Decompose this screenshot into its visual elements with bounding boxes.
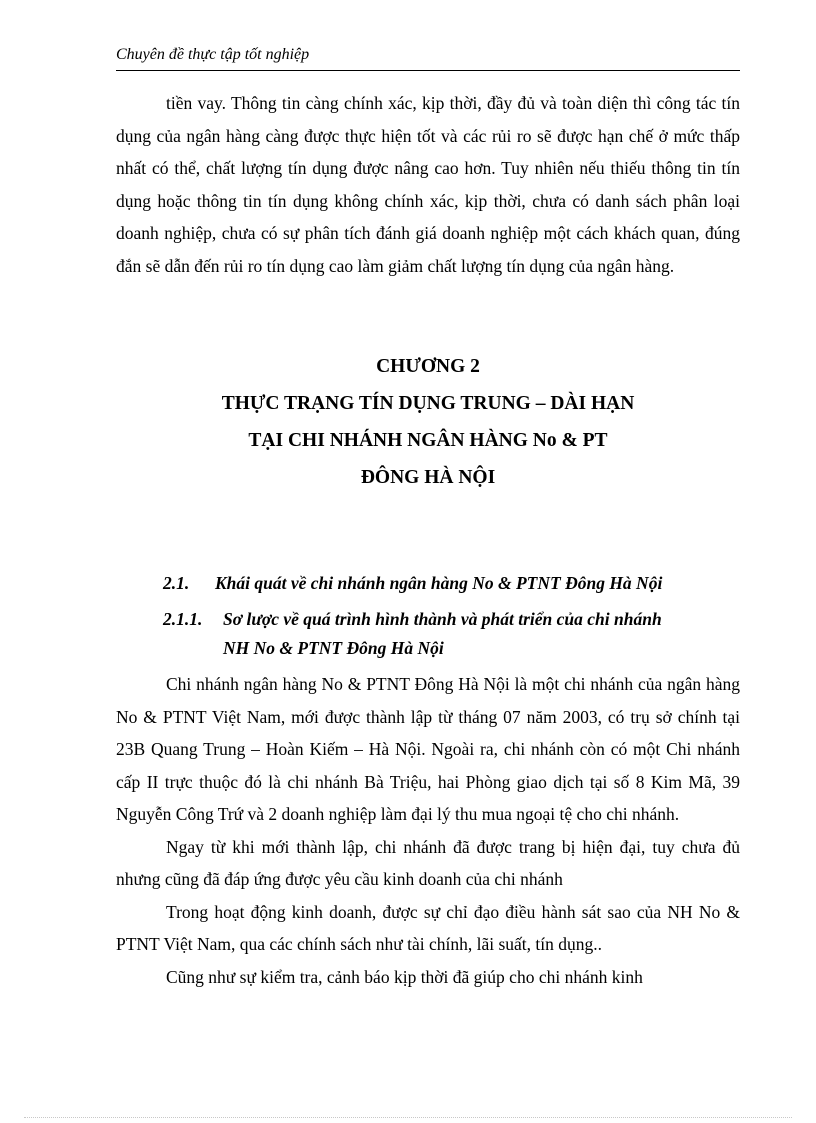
body-paragraphs (116, 668, 740, 993)
intro-block (116, 87, 740, 282)
section-heading-2-1-1 (163, 605, 740, 663)
paragraph-supervision: Cũng như sự kiểm tra, cảnh báo kịp thời đã giúp cho chi nhánh kinh (166, 966, 643, 987)
chapter-number: CHƯƠNG 2 (376, 356, 480, 377)
chapter-title-line-1: THỰC TRẠNG TÍN DỤNG TRUNG – DÀI HẠN (221, 393, 635, 414)
paragraph-history: Chi nhánh ngân hàng No & PTNT Đông Hà Nội là một chi nhánh của ngân hàng No & PTNT Việt Nam, mới được thành lập từ tháng 07 năm 2003, có trụ sở chính tại 23B Quang Trung – Hoàn Kiếm – Hà Nội. Ngoài ra, chi nhánh còn có một Chi nhánh cấp II trực thuộc đó là chi nhánh Bà Triệu, hai Phòng giao dịch tại số 8 Kim Mã, 39 Nguyễn Công Trứ và 2 doanh nghiệp làm đại lý thu mua ngoại tệ cho chi nhánh. (116, 674, 740, 824)
header-divider (116, 70, 740, 71)
running-header: Chuyên đề thực tập tốt nghiệp (116, 46, 310, 63)
subsection-title-line-2: NH No & PTNT Đông Hà Nội (223, 638, 444, 658)
chapter-title-block (116, 348, 740, 496)
section-heading-2-1 (163, 569, 740, 598)
section-title: Khái quát về chi nhánh ngân hàng No & PTNT Đông Hà Nội (215, 573, 663, 593)
intro-paragraph: tiền vay. Thông tin càng chính xác, kịp thời, đầy đủ và toàn diện thì công tác tín dụng của ngân hàng càng được thực hiện tốt và các rủi ro sẽ được hạn chế ở mức thấp nhất có thể, chất lượng tín dụng được nâng cao hơn. Tuy nhiên nếu thiếu thông tin tín dụng hoặc thông tin tín dụng không chính xác, kịp thời, chưa có danh sách phân loại doanh nghiệp, chưa có sự phân tích đánh giá doanh nghiệp một cách khách quan, đúng đắn sẽ dẫn đến rủi ro tín dụng cao làm giảm chất lượng tín dụng của ngân hàng. (116, 93, 740, 276)
paragraph-equipment: Ngay từ khi mới thành lập, chi nhánh đã được trang bị hiện đại, tuy chưa đủ nhưng cũng đã đáp ứng được yêu cầu kinh doanh của chi nhánh (116, 836, 740, 889)
chapter-title-line-2: TẠI CHI NHÁNH NGÂN HÀNG No & PT (248, 430, 608, 451)
page-bottom-border (24, 1117, 792, 1118)
section-number: 2.1. (163, 573, 190, 593)
subsection-number: 2.1.1. (163, 609, 203, 629)
paragraph-operations: Trong hoạt động kinh doanh, được sự chỉ đạo điều hành sát sao của NH No & PTNT Việt Nam, qua các chính sách như tài chính, lãi suất, tín dụng.. (116, 901, 740, 954)
chapter-title-line-3: ĐÔNG HÀ NỘI (360, 467, 496, 488)
subsection-title-line-1: Sơ lược về quá trình hình thành và phát triển của chi nhánh (223, 609, 662, 629)
